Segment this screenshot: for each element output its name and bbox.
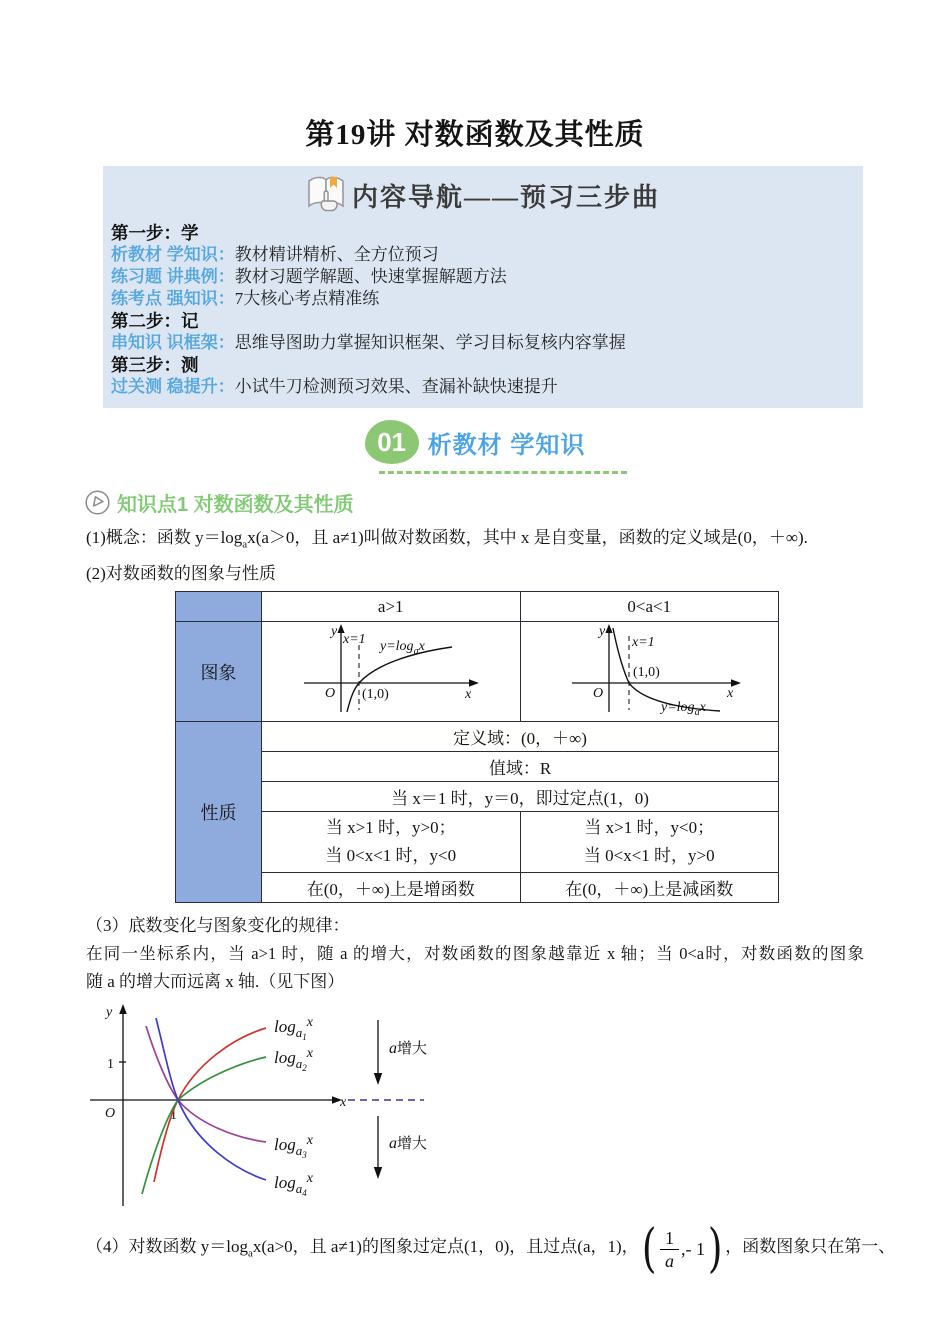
- graph-a-gt-1: [276, 622, 506, 716]
- log-function-property-table: [175, 591, 779, 903]
- a-increase-bottom-label: a增大: [389, 1135, 428, 1153]
- a-increase-top-label: a增大: [389, 1040, 428, 1058]
- nav-banner-title: 内容导航——预习三步曲: [351, 182, 660, 212]
- curve-label: $y=\log_ax$: [379, 639, 425, 658]
- svg-text:O: O: [105, 1106, 116, 1122]
- step-item-analyze: 析教材 学知识：教材精讲精析、全方位预习: [111, 245, 439, 264]
- vline-label: x=1: [632, 635, 655, 651]
- rule-body-line2: 随 a 的增大而远离 x 轴.（见下图）: [86, 972, 345, 992]
- fixed-point-cell: 当 x＝1 时，y＝0，即过定点(1，0): [262, 782, 779, 812]
- monotonic-decreasing-cell: 在(0，＋∞)上是减函数: [520, 873, 779, 903]
- curve-log-a2: [142, 1057, 266, 1194]
- step-3-head: 第三步：测: [111, 355, 199, 375]
- fixed-point-label: (1,0): [633, 665, 661, 681]
- svg-text:x: x: [727, 686, 734, 702]
- sign-cell-0-lt-a-lt-1: 当 x>1 时，y<0； 当 0<x<1 时，y>0: [520, 812, 779, 873]
- header-a-gt-1: a>1: [262, 592, 521, 622]
- log-base-subscript: a: [242, 538, 248, 551]
- nav-banner: [111, 174, 853, 216]
- knowledge-point-title: 知识点1 对数函数及其性质: [117, 494, 354, 516]
- page-title: 第19讲 对数函数及其性质: [305, 119, 645, 151]
- curve-log-a1: [154, 1028, 266, 1182]
- concept-paragraph: (1)概念：函数 $y=\log_ax(a>0$，且 a≠1)叫做对数函数，其中 x 是自变量，函数的定义域是(0，＋∞).: [86, 528, 808, 551]
- svg-text:y: y: [599, 624, 606, 640]
- play-circle-icon: [84, 489, 111, 516]
- subsection2-heading: (2)对数函数的图象与性质: [86, 564, 276, 584]
- content-nav-panel: [103, 166, 863, 408]
- table-corner-cell: [176, 592, 262, 622]
- row-label-graph: 图象: [176, 622, 262, 722]
- section-01-header: [0, 420, 950, 474]
- base-change-figure: [78, 1000, 950, 1217]
- label-log-a3: $\log_a3^x$: [274, 1133, 313, 1161]
- svg-text:O: O: [324, 686, 335, 702]
- vline-label: x=1: [342, 632, 366, 648]
- point4-paragraph: （4）对数函数 $y=\log_ax(a>0$，且 a≠1)的图象过定点(1，0)，且过点(a，1)， ( $\frac{1}{a}$ ,- 1 ) ，函数图象只在第一、: [86, 1219, 896, 1280]
- step-item-test: 过关测 稳提升：小试牛刀检测预习效果、查漏补缺快速提升: [111, 377, 558, 396]
- curve-log-a4: [156, 1018, 266, 1180]
- x-tick-1: 1: [170, 1108, 177, 1124]
- step-1-head: 第一步：学: [111, 223, 199, 243]
- fraction-point: ( $\frac{1}{a}$ ,- 1 ): [641, 1219, 723, 1280]
- svg-text:O: O: [593, 686, 604, 702]
- book-hand-icon: [304, 174, 350, 216]
- graph-0-lt-a-lt-1: [534, 622, 764, 716]
- monotonic-increasing-cell: 在(0，＋∞)上是增函数: [262, 873, 521, 903]
- preview-steps: [111, 222, 853, 398]
- row-label-props: 性质: [176, 722, 262, 903]
- label-log-a4: $\log_a4^x$: [274, 1171, 313, 1199]
- step-item-exam-points: 练考点 强知识：7大核心考点精准练: [111, 289, 380, 308]
- curve-log-a3: [146, 1026, 266, 1142]
- label-log-a2: $\log_a2^x$: [274, 1046, 313, 1074]
- step-item-framework: 串知识 识框架：思维导图助力掌握知识框架、学习目标复核内容掌握: [111, 333, 626, 352]
- svg-text:x: x: [340, 1095, 347, 1111]
- rule-heading: （3）底数变化与图象变化的规律：: [86, 916, 350, 936]
- fixed-point-label: (1,0): [361, 687, 389, 703]
- section-title: 析教材 学知识: [427, 431, 586, 459]
- section-number-badge: 01: [365, 420, 419, 464]
- svg-text:y: y: [330, 624, 337, 640]
- range-cell: 值域：R: [262, 752, 779, 782]
- svg-text:x: x: [464, 687, 471, 703]
- table-header-row: [176, 592, 779, 622]
- knowledge-point-heading: [84, 488, 950, 517]
- curve-label: $y=\log_ax$: [661, 700, 707, 717]
- step-2-head: 第二步：记: [111, 311, 199, 331]
- header-0-lt-a-lt-1: 0<a<1: [520, 592, 779, 622]
- step-item-practice: 练习题 讲典例：教材习题学解题、快速掌握解题方法: [111, 267, 507, 286]
- green-dashed-underline: [379, 471, 627, 474]
- y-tick-1: 1: [107, 1057, 114, 1073]
- graph-row: [176, 622, 779, 722]
- sign-cell-a-gt-1: 当 x>1 时，y>0； 当 0<x<1 时，y<0: [262, 812, 521, 873]
- log-base-subscript: a: [247, 1247, 253, 1260]
- svg-text:y: y: [106, 1005, 113, 1021]
- rule-body-line1: 在同一坐标系内，当 a>1 时，随 a 的增大，对数函数的图象越靠近 x 轴；当 0<a时，对数函数的图象: [86, 944, 864, 964]
- label-log-a1: $\log_a1^x$: [274, 1015, 313, 1043]
- domain-cell: 定义域：(0，＋∞): [262, 722, 779, 752]
